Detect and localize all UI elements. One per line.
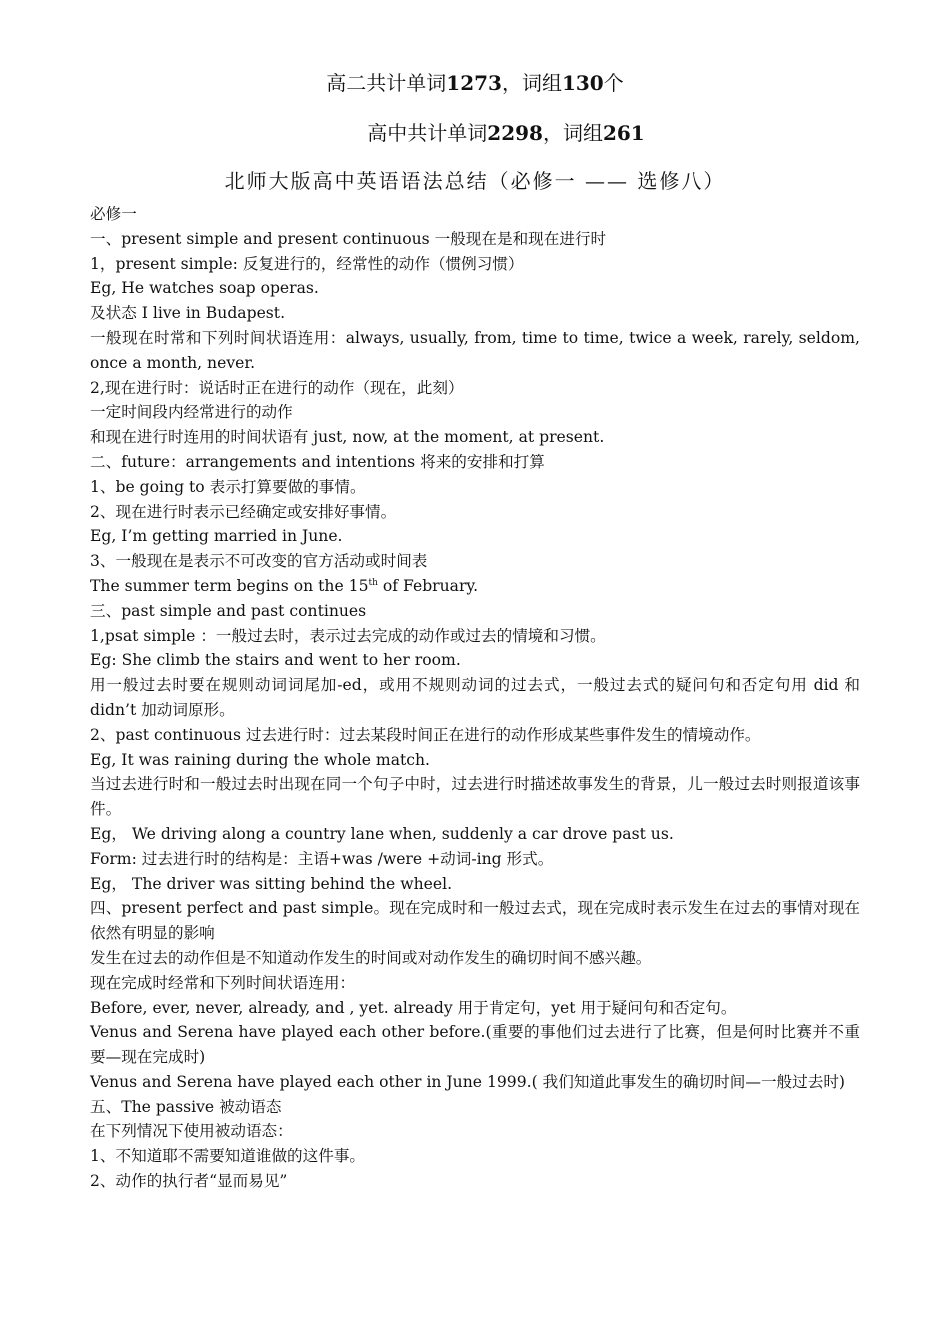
text-line: 1,psat simple ：一般过去时，表示过去完成的动作或过去的情境和习惯。 xyxy=(90,626,606,645)
number: 130 xyxy=(561,71,604,95)
text-line: 2,现在进行时：说话时正在进行的动作（现在，此刻） xyxy=(90,378,464,397)
text-line: 2、动作的执行者“显而易见” xyxy=(90,1172,288,1191)
document-title: 北师大版高中英语语法总结（必修一 —— 选修八） xyxy=(224,169,726,193)
text-line: 一定时间段内经常进行的动作 xyxy=(90,403,293,422)
text-line: Eg: She climb the stairs and went to her room. xyxy=(90,651,461,670)
text-line: Eg， We driving along a country lane when, suddenly a car drove past us. xyxy=(90,824,674,843)
text: ，词组 xyxy=(542,121,603,145)
text-line: 1、be going to 表示打算要做的事情。 xyxy=(90,477,366,496)
number: 2298 xyxy=(487,121,543,145)
text: of February. xyxy=(377,576,479,595)
text-line: 在下列情况下使用被动语态： xyxy=(90,1122,293,1141)
superscript: th xyxy=(368,577,378,588)
text-line: 四、present perfect and past simple。现在完成时和一般过去式，现在完成时表示发生在过去的事情对现在依然有明显的影响 xyxy=(90,899,860,943)
text-line: Eg， The driver was sitting behind the wheel. xyxy=(90,874,453,893)
text-line: 2、现在进行时表示已经确定或安排好事情。 xyxy=(90,502,397,521)
text-line: 1，present simple: 反复进行的，经常性的动作（惯例习惯） xyxy=(90,254,524,273)
text-line: Venus and Serena have played each other before.(重要的事他们过去进行了比赛，但是何时比赛并不重要—现在完成时) xyxy=(90,1023,860,1067)
text-line: 3、一般现在是表示不可改变的官方活动或时间表 xyxy=(90,552,428,571)
text-line: Before, ever, never, already, and , yet. already 用于肯定句，yet 用于疑问句和否定句。 xyxy=(90,998,737,1017)
number: 1273 xyxy=(446,71,502,95)
text-line: 必修一 xyxy=(90,205,137,223)
text-line: 三、past simple and past continues xyxy=(90,601,367,620)
text: 高中共计单词 xyxy=(367,121,488,145)
text: The summer term begins on the 15 xyxy=(90,576,369,595)
text-line-summer-term xyxy=(90,574,860,599)
document-body xyxy=(90,202,860,1194)
text-line: Venus and Serena have played each other in June 1999.( 我们知道此事发生的确切时间—一般过去时) xyxy=(90,1072,846,1091)
text-line: 一、present simple and present continuous 一般现在是和现在进行时 xyxy=(90,229,607,248)
text-line: 现在完成时经常和下列时间状语连用： xyxy=(90,973,356,992)
text: 高二共计单词 xyxy=(326,71,447,95)
word-count-line-highschool xyxy=(90,116,860,150)
text-line: 2、past continuous 过去进行时：过去某段时间正在进行的动作形成某些事件发生的情境动作。 xyxy=(90,725,761,744)
number: 261 xyxy=(602,121,645,145)
text-line: Eg, It was raining during the whole match. xyxy=(90,750,430,769)
text-line: 当过去进行时和一般过去时出现在同一个句子中时，过去进行时描述故事发生的背景，儿一般过去时则报道该事件。 xyxy=(90,775,860,819)
text-line: 用一般过去时要在规则动词词尾加-ed，或用不规则动词的过去式，一般过去式的疑问句和否定句用 did 和 didn’t 加动词原形。 xyxy=(90,676,860,719)
text-line: 1、不知道耶不需要知道谁做的这件事。 xyxy=(90,1147,366,1166)
text-line: Eg, I’m getting married in June. xyxy=(90,527,343,546)
text-line: 五、The passive 被动语态 xyxy=(90,1097,282,1116)
text-line: 及状态 I live in Budapest. xyxy=(90,304,286,323)
text: ，词组 xyxy=(501,71,562,95)
text-line: Eg, He watches soap operas. xyxy=(90,279,319,298)
text-line: 一般现在时常和下列时间状语连用：always, usually, from, time to time, twice a week, rarely, seldom, once a month, never. xyxy=(90,328,860,372)
word-count-line-grade2 xyxy=(90,66,860,100)
text: 个 xyxy=(603,71,624,95)
text-line: 发生在过去的动作但是不知道动作发生的时间或对动作发生的确切时间不感兴趣。 xyxy=(90,948,652,967)
text-line: Form: 过去进行时的结构是：主语+was /were +动词-ing 形式。 xyxy=(90,849,554,868)
text-line: 和现在进行时连用的时间状语有 just, now, at the moment, at present. xyxy=(90,428,605,447)
text-line: 二、future：arrangements and intentions 将来的安排和打算 xyxy=(90,452,545,471)
